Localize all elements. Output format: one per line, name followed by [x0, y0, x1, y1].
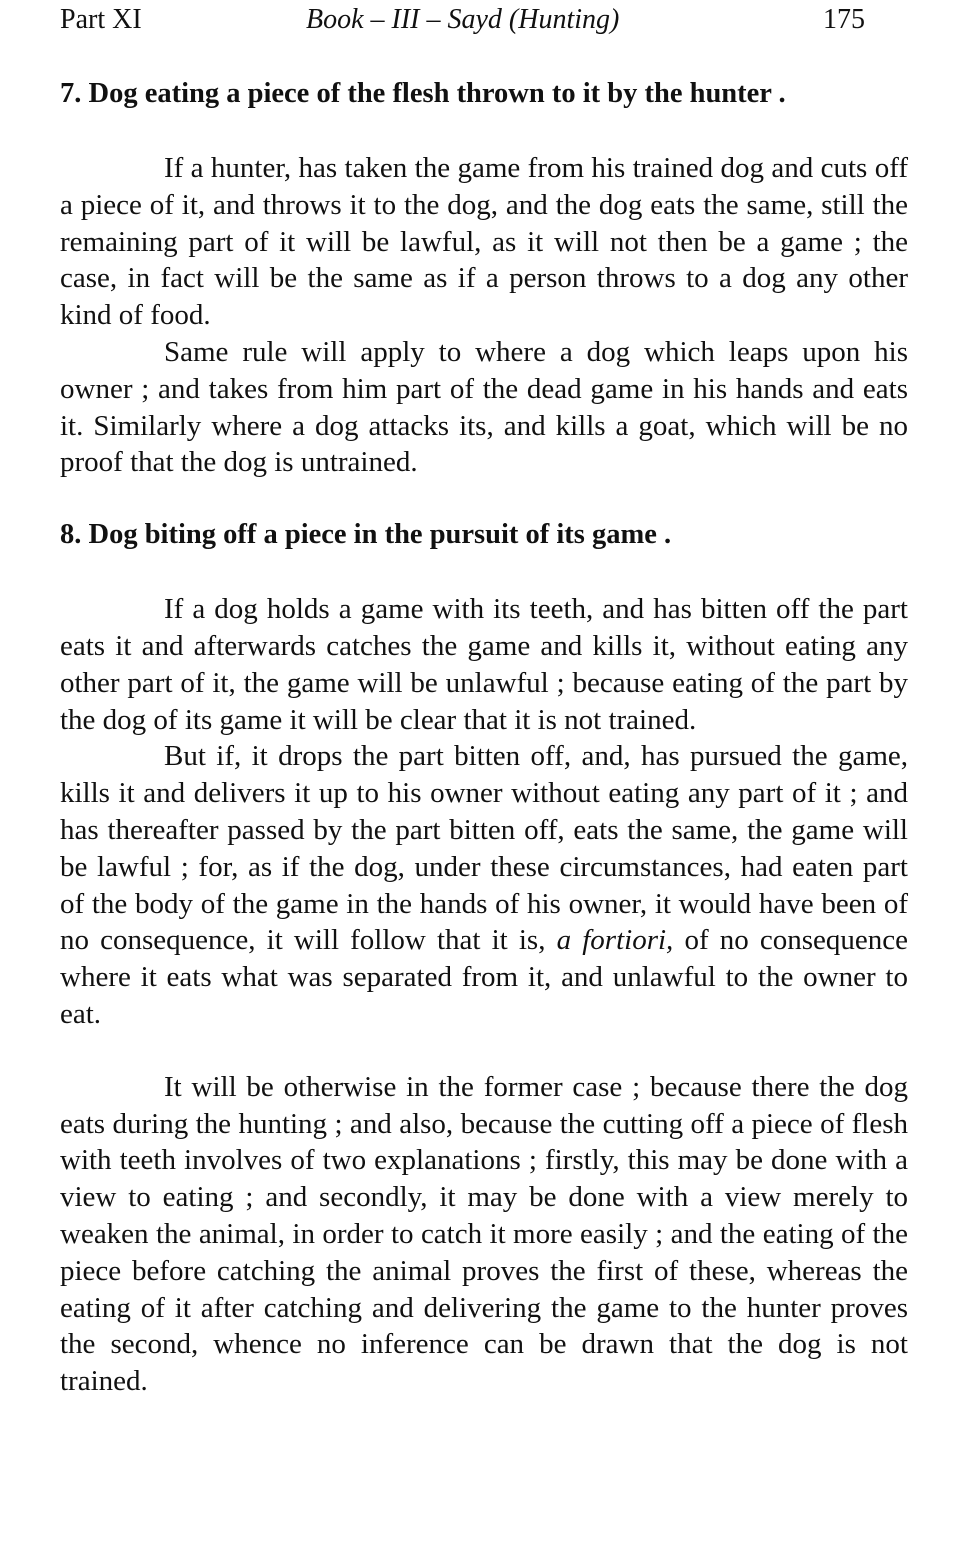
page-number: 175	[823, 4, 865, 35]
paragraph-text: But if, it drops the part bitten off, and, has pursued the game, kills it and delivers it up to his owner without eating any part of it ; and has thereafter passed by the part bitten off, eats the same, the game will be lawful ; for, as if the dog, under these circumstances, had eaten part of the body of the game in the hands of his owner, it would have been of no consequence, it will follow that it is,	[60, 740, 908, 957]
page-header	[60, 4, 865, 40]
section-7-heading: 7. Dog eating a piece of the flesh thrown to it by the hunter .	[60, 78, 786, 109]
book-title: Book – III – Sayd (Hunting)	[306, 4, 620, 35]
paragraph-text: of no consequence where it eats what was separated from it, and unlawful to the owner to eat.	[60, 924, 909, 1030]
section-8-heading: 8. Dog biting off a piece in the pursuit of its game .	[60, 519, 672, 551]
italic-phrase: a fortiori,	[556, 924, 674, 957]
paragraph: If a dog holds a game with its teeth, and has bitten off the part eats it and afterwards catches the game and kills it, without eating any other part of it, the game will be unlawful ; because eating of the part by the dog of its game it will be clear that it is not trained.	[60, 593, 908, 736]
paragraph: Same rule will apply to where a dog which leaps upon his owner ; and takes from him part of the dead game in his hands and eats it. Similarly where a dog attacks its, and kills a goat, which will be no proof that the dog is untrained.	[60, 335, 908, 479]
paragraph	[60, 738, 908, 1032]
part-label: Part XI	[60, 4, 142, 35]
paragraph: If a hunter, has taken the game from his trained dog and cuts off a piece of it, and throws it to the dog, and the dog eats the same, still the remaining part of it will be lawful, as it will not then be a game ; the case, in fact will be the same as if a person throws to a dog any other kind of food.	[60, 152, 908, 332]
page-body	[60, 74, 908, 1400]
paragraph: It will be otherwise in the former case ; because there the dog eats during the hunting ; and also, because the cutting off a piece of flesh with teeth involves of two explanations ; firstly, this may be done with a view to eating ; and secondly, it may be done with a view merely to weaken the animal, in order to catch it more easily ; and the eating of the piece before catching the animal proves the first of these, whereas the eating of it after catching and delivering the game to the hunter proves the second, whence no inference can be drawn that the dog is not trained.	[60, 1070, 908, 1398]
